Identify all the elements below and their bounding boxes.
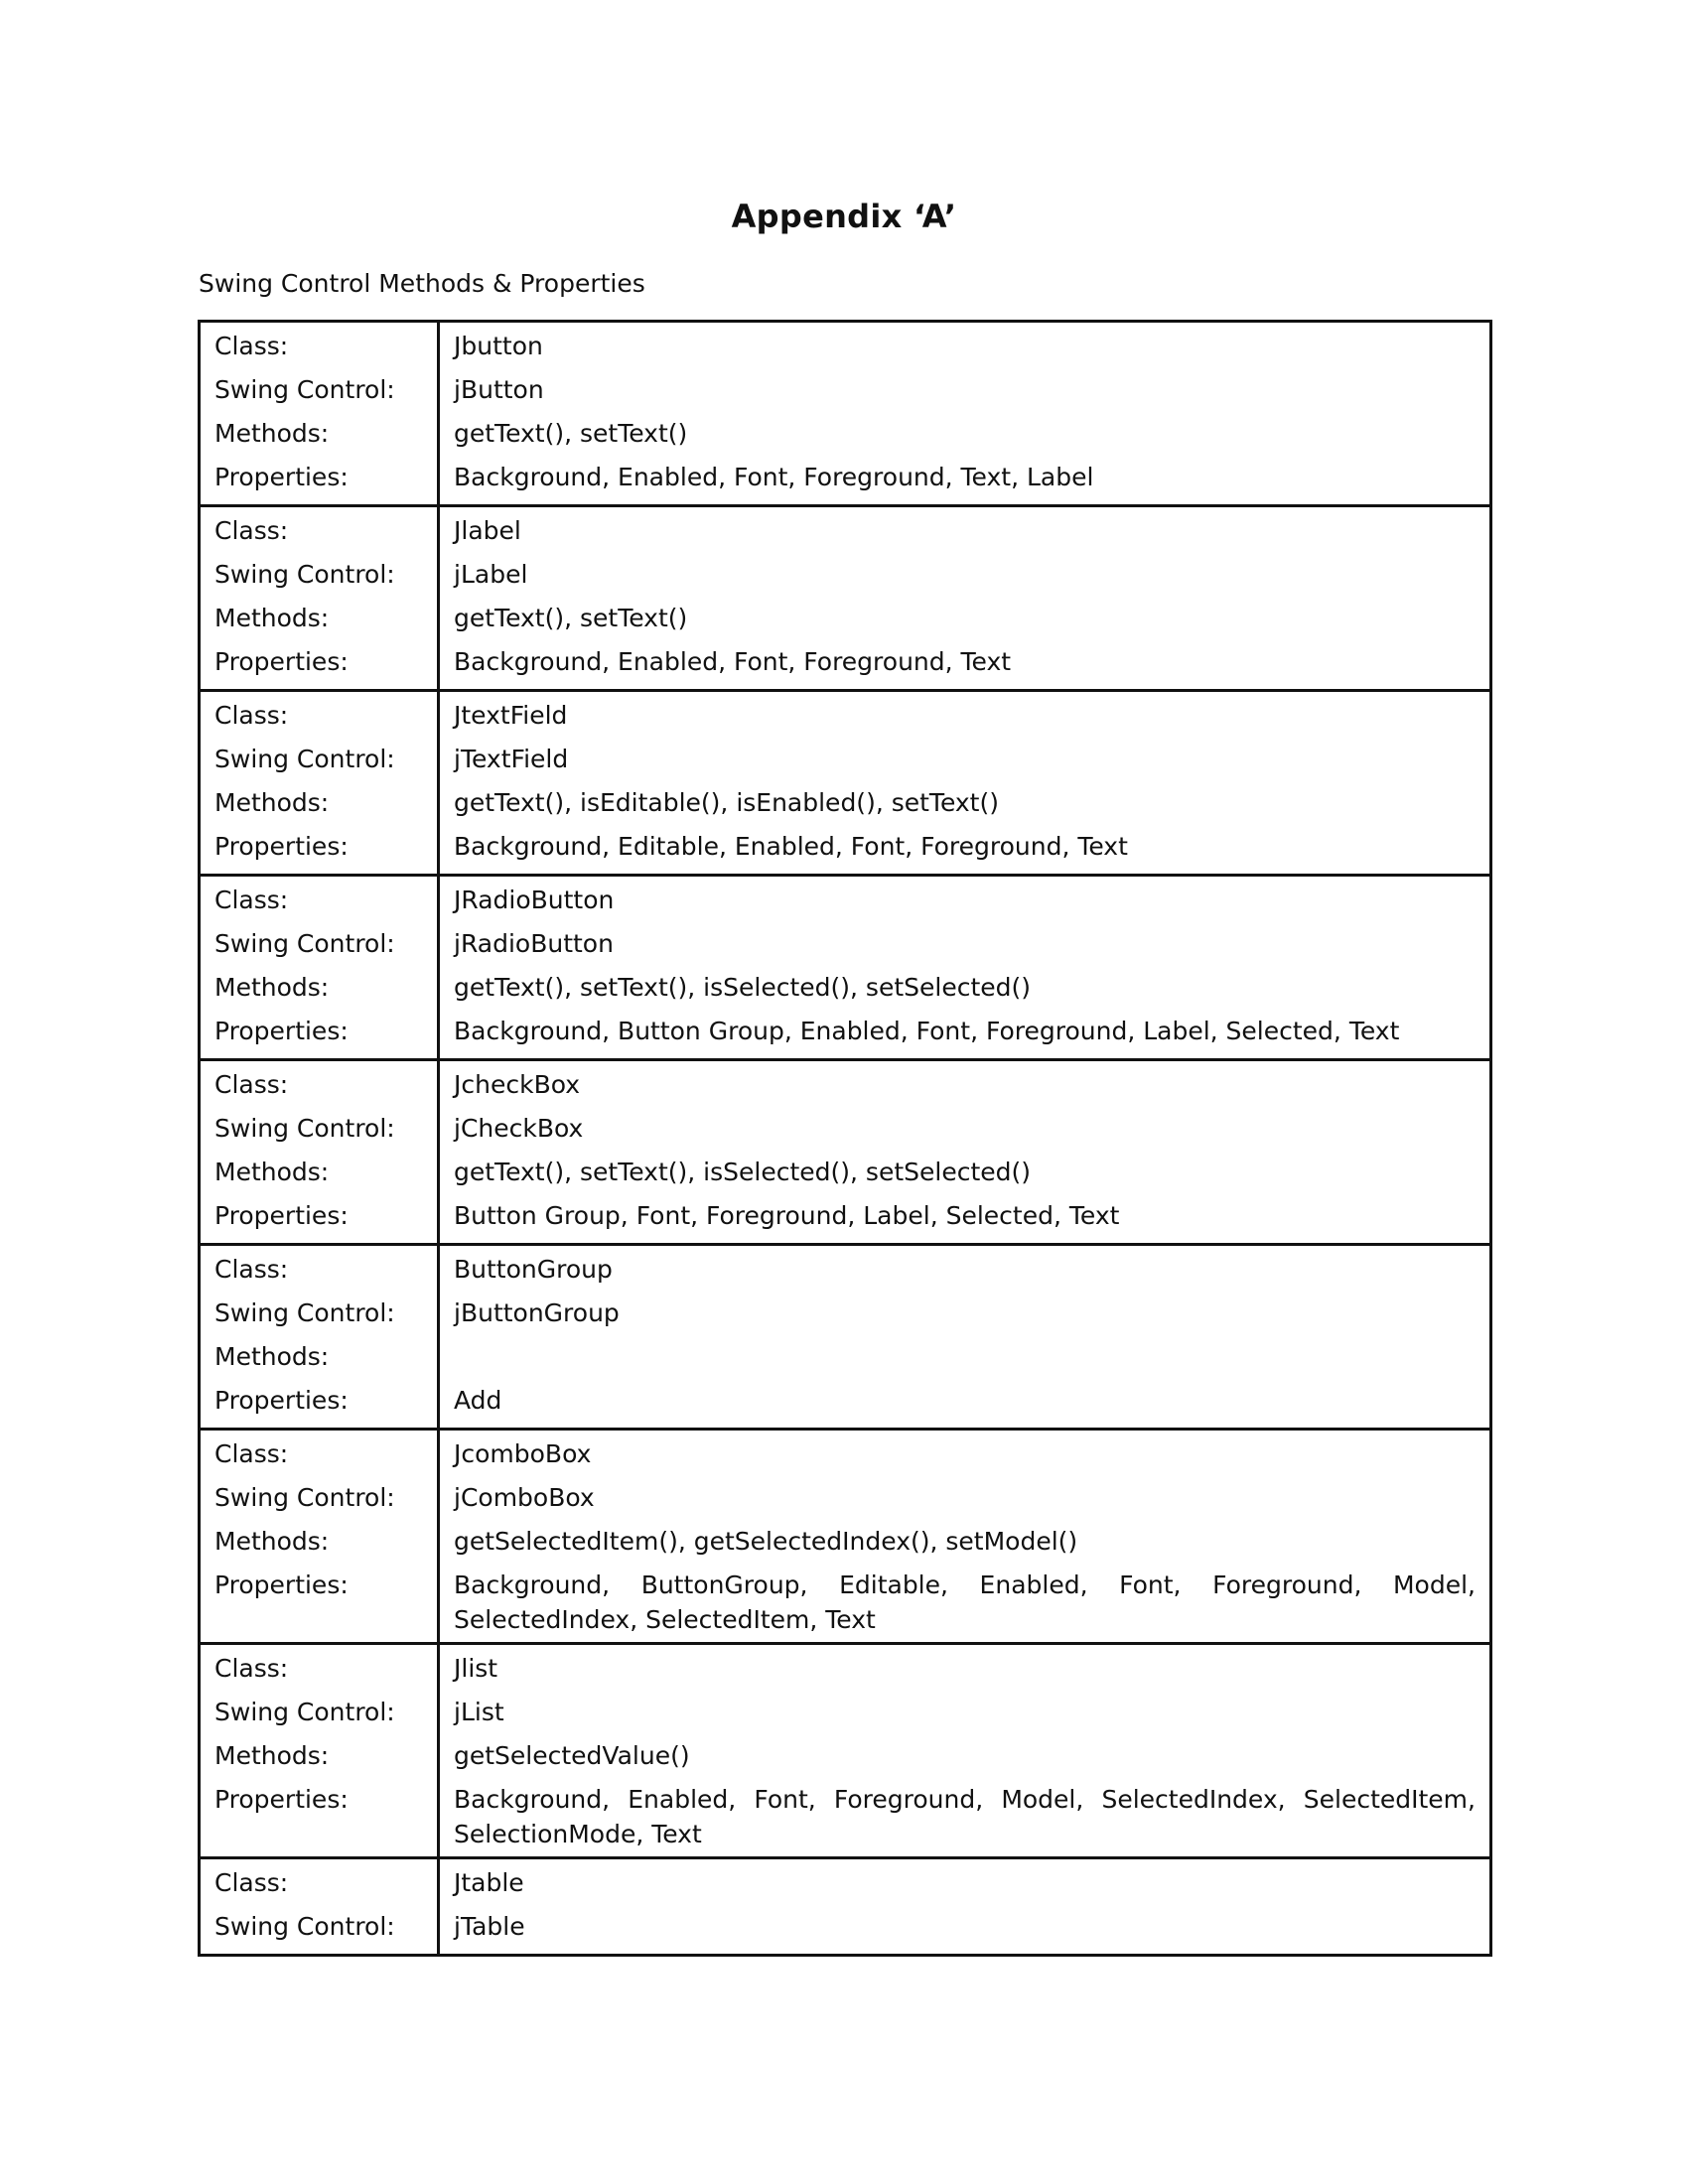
- field-labels-cell: [200, 1644, 439, 1858]
- class-value: JcheckBox: [454, 1070, 581, 1099]
- methods-value: getSelectedValue(): [454, 1741, 690, 1770]
- swing-control-label: Swing Control:: [214, 1912, 395, 1941]
- class-label: Class:: [214, 1868, 289, 1897]
- field-values-cell: [439, 876, 1491, 1060]
- field-labels-cell: [200, 1245, 439, 1430]
- field-values-cell: [439, 1858, 1491, 1956]
- class-label: Class:: [214, 701, 289, 730]
- class-value: JRadioButton: [454, 886, 615, 914]
- swing-controls-table: [198, 320, 1492, 1957]
- control-group-row: [200, 1644, 1491, 1858]
- properties-value: Background, Button Group, Enabled, Font, Foreground, Label, Selected, Text: [454, 1017, 1400, 1045]
- properties-value: Add: [454, 1386, 502, 1415]
- control-group-row: [200, 1060, 1491, 1245]
- field-values-cell: [439, 1245, 1491, 1430]
- properties-label: Properties:: [214, 1201, 349, 1230]
- control-group-row: [200, 1430, 1491, 1644]
- properties-label: Properties:: [214, 1785, 349, 1814]
- swing-control-label: Swing Control:: [214, 560, 395, 589]
- swing-control-label: Swing Control:: [214, 1114, 395, 1143]
- field-values-cell: [439, 1060, 1491, 1245]
- field-labels-cell: [200, 691, 439, 876]
- class-label: Class:: [214, 886, 289, 914]
- methods-value: [454, 1335, 1476, 1379]
- page-title: Appendix ‘A’: [731, 198, 957, 235]
- swing-control-value: jTable: [454, 1912, 525, 1941]
- field-values-cell: [439, 1644, 1491, 1858]
- swing-control-value: jCheckBox: [454, 1114, 584, 1143]
- swing-control-value: jList: [454, 1698, 504, 1726]
- swing-control-value: jRadioButton: [454, 929, 614, 958]
- field-labels-cell: [200, 876, 439, 1060]
- swing-control-label: Swing Control:: [214, 1698, 395, 1726]
- methods-label: Methods:: [214, 604, 330, 632]
- methods-label: Methods:: [214, 1158, 330, 1186]
- swing-control-value: jButtonGroup: [454, 1298, 620, 1327]
- swing-control-value: jLabel: [454, 560, 528, 589]
- class-value: Jtable: [454, 1868, 524, 1897]
- table-caption: Swing Control Methods & Properties: [199, 269, 645, 298]
- control-group-row: [200, 506, 1491, 691]
- control-group-row: [200, 322, 1491, 506]
- field-values-cell: [439, 322, 1491, 506]
- field-labels-cell: [200, 322, 439, 506]
- methods-value: getText(), isEditable(), isEnabled(), setText(): [454, 788, 999, 817]
- field-values-cell: [439, 691, 1491, 876]
- field-values-cell: [439, 1430, 1491, 1644]
- field-labels-cell: [200, 1430, 439, 1644]
- field-labels-cell: [200, 1858, 439, 1956]
- methods-value: getSelectedItem(), getSelectedIndex(), setModel(): [454, 1527, 1078, 1556]
- class-label: Class:: [214, 1255, 289, 1284]
- field-labels-cell: [200, 1060, 439, 1245]
- swing-control-label: Swing Control:: [214, 929, 395, 958]
- methods-label: Methods:: [214, 788, 330, 817]
- class-label: Class:: [214, 516, 289, 545]
- field-values-cell: [439, 506, 1491, 691]
- control-group-row: [200, 1858, 1491, 1956]
- class-value: ButtonGroup: [454, 1255, 613, 1284]
- swing-control-label: Swing Control:: [214, 745, 395, 773]
- class-value: JcomboBox: [454, 1439, 592, 1468]
- controls-table-body: [200, 322, 1491, 1956]
- control-group-row: [200, 1245, 1491, 1430]
- methods-label: Methods:: [214, 1741, 330, 1770]
- properties-label: Properties:: [214, 647, 349, 676]
- properties-label: Properties:: [214, 832, 349, 861]
- methods-label: Methods:: [214, 973, 330, 1002]
- class-label: Class:: [214, 1654, 289, 1683]
- swing-control-value: jTextField: [454, 745, 569, 773]
- swing-control-label: Swing Control:: [214, 1483, 395, 1512]
- methods-label: Methods:: [214, 1527, 330, 1556]
- properties-value: Button Group, Font, Foreground, Label, Selected, Text: [454, 1201, 1120, 1230]
- class-value: Jbutton: [454, 332, 543, 360]
- methods-value: getText(), setText(): [454, 419, 688, 448]
- class-value: JtextField: [454, 701, 568, 730]
- properties-value: Background, Editable, Enabled, Font, Foreground, Text: [454, 832, 1128, 861]
- properties-label: Properties:: [214, 1017, 349, 1045]
- methods-label: Methods:: [214, 1342, 330, 1371]
- methods-label: Methods:: [214, 419, 330, 448]
- methods-value: getText(), setText(): [454, 604, 688, 632]
- control-group-row: [200, 876, 1491, 1060]
- class-label: Class:: [214, 332, 289, 360]
- swing-control-value: jComboBox: [454, 1483, 595, 1512]
- properties-label: Properties:: [214, 1570, 349, 1599]
- properties-value: Background, ButtonGroup, Editable, Enabled, Font, Foreground, Model, SelectedIndex, SelectedItem, Text: [454, 1570, 1476, 1634]
- class-label: Class:: [214, 1439, 289, 1468]
- properties-value: Background, Enabled, Font, Foreground, Text, Label: [454, 463, 1094, 491]
- methods-value: getText(), setText(), isSelected(), setSelected(): [454, 973, 1032, 1002]
- class-value: Jlabel: [454, 516, 521, 545]
- control-group-row: [200, 691, 1491, 876]
- methods-value: getText(), setText(), isSelected(), setSelected(): [454, 1158, 1032, 1186]
- controls-table-container: [198, 320, 1492, 1957]
- class-value: Jlist: [454, 1654, 498, 1683]
- field-labels-cell: [200, 506, 439, 691]
- properties-label: Properties:: [214, 463, 349, 491]
- swing-control-label: Swing Control:: [214, 1298, 395, 1327]
- properties-value: Background, Enabled, Font, Foreground, Model, SelectedIndex, SelectedItem, SelectionMode, Text: [454, 1785, 1476, 1848]
- swing-control-label: Swing Control:: [214, 375, 395, 404]
- swing-control-value: jButton: [454, 375, 544, 404]
- properties-label: Properties:: [214, 1386, 349, 1415]
- properties-value: Background, Enabled, Font, Foreground, Text: [454, 647, 1012, 676]
- class-label: Class:: [214, 1070, 289, 1099]
